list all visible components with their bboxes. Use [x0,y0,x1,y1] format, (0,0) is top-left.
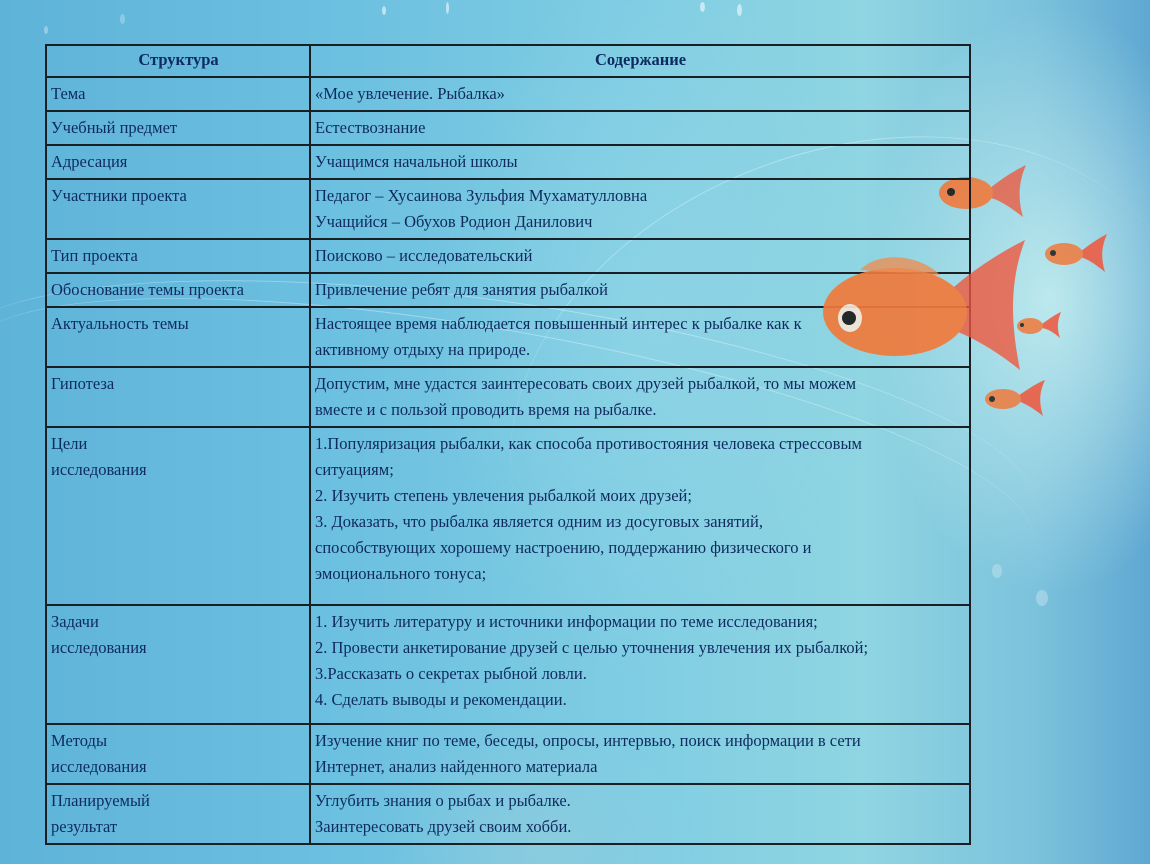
row-content-line: ситуациям; [315,460,394,479]
row-label-cell [46,273,310,307]
row-content-line: Углубить знания о рыбах и рыбалке. [315,791,571,810]
row-content-cell [310,724,970,784]
row-content-line: Интернет, анализ найденного материала [315,757,598,776]
row-content-line: Настоящее время наблюдается повышенный интерес к рыбалке как к [315,314,802,333]
row-label-cell [46,724,310,784]
row-content-cell [310,784,970,844]
row-label: Цели [51,434,88,453]
row-content-line: Изучение книг по теме, беседы, опросы, интервью, поиск информации в сети [315,731,861,750]
row-content-line: Естествознание [315,118,426,137]
row-label: Участники проекта [51,186,187,205]
row-label-cell [46,77,310,111]
bubble [700,2,705,12]
table-row [46,145,970,179]
row-content-cell [310,145,970,179]
row-label: Обоснование темы проекта [51,280,244,299]
row-content-line: эмоционального тонуса; [315,564,487,583]
table-header-row [46,45,970,77]
row-content-line: Учащийся – Обухов Родион Данилович [315,212,593,231]
row-label: результат [51,817,118,836]
bubble [120,14,125,24]
row-label-cell [46,784,310,844]
row-content-line: 2. Провести анкетирование друзей с целью уточнения увлечения их рыбалкой; [315,638,869,657]
row-content-line: вместе и с пользой проводить время на рыбалке. [315,400,657,419]
row-content-line: 3.Рассказать о секретах рыбной ловли. [315,664,587,683]
row-content-line: 2. Изучить степень увлечения рыбалкой моих друзей; [315,486,692,505]
row-label-cell [46,605,310,724]
row-content-cell [310,77,970,111]
column-header-structure: Структура [46,45,310,77]
row-content-line: Поисково – исследовательский [315,246,533,265]
table-row [46,605,970,724]
row-label: Тема [51,84,86,103]
row-content-line: способствующих хорошему настроению, поддержанию физического и [315,538,812,557]
row-label: Планируемый [51,791,150,810]
bubble [44,26,48,34]
column-header-content: Содержание [310,45,970,77]
goldfish-icon [984,378,1046,418]
table-row [46,427,970,605]
row-label-cell [46,145,310,179]
row-content-line: 1. Изучить литературу и источники информации по теме исследования; [315,612,818,631]
bubble [737,4,742,16]
row-label-cell [46,427,310,605]
row-label: Актуальность темы [51,314,189,333]
row-label-cell [46,367,310,427]
row-label: Учебный предмет [51,118,178,137]
row-label: Адресация [51,152,128,171]
row-content-line: 4. Сделать выводы и рекомендации. [315,690,567,709]
row-label: Гипотеза [51,374,115,393]
row-label: исследования [51,757,147,776]
row-content-line: активному отдыху на природе. [315,340,531,359]
row-content-cell [310,427,970,605]
table-row [46,179,970,239]
bubble [1036,590,1048,606]
row-label: исследования [51,638,147,657]
row-label-cell [46,179,310,239]
row-label: Задачи [51,612,99,631]
table-row [46,77,970,111]
row-label-cell [46,239,310,273]
row-content-line: 3. Доказать, что рыбалка является одним из досуговых занятий, [315,512,763,531]
row-content-cell [310,179,970,239]
row-label: Тип проекта [51,246,138,265]
row-label-cell [46,307,310,367]
row-content-line: Привлечение ребят для занятия рыбалкой [315,280,608,299]
row-content-line: Педагог – Хусаинова Зульфия Мухаматулловна [315,186,648,205]
bubble [992,564,1002,578]
row-content-line: Учащимся начальной школы [315,152,518,171]
project-structure-table [45,44,971,845]
table-row [46,111,970,145]
row-content-line: «Мое увлечение. Рыбалка» [315,84,505,103]
goldfish-icon [1044,232,1108,274]
row-content-line: Допустим, мне удастся заинтересовать своих друзей рыбалкой, то мы можем [315,374,857,393]
row-label-cell [46,111,310,145]
row-content-line: 1.Популяризация рыбалки, как способа противостояния человека стрессовым [315,434,862,453]
row-label: исследования [51,460,147,479]
row-content-cell [310,605,970,724]
row-label: Методы [51,731,108,750]
goldfish-icon [820,240,1030,380]
bubble [382,6,386,15]
bubble [446,2,449,14]
row-content-cell [310,111,970,145]
table-row [46,784,970,844]
row-content-line: Заинтересовать друзей своим хобби. [315,817,572,836]
table-row [46,724,970,784]
